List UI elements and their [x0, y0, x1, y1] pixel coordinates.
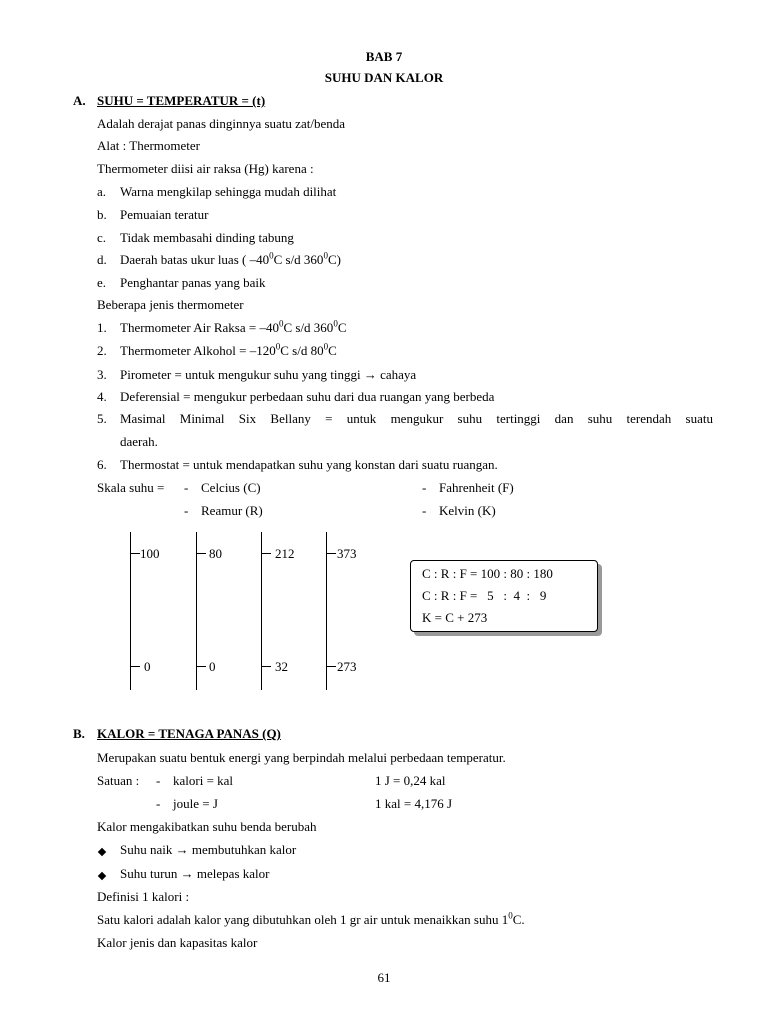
kalor-effect: Kalor mengakibatkan suhu benda berubah	[97, 819, 317, 834]
scale-dash: -	[422, 480, 427, 495]
reason-marker: c.	[97, 230, 107, 245]
type-marker: 6.	[97, 457, 107, 472]
section-b-letter: B.	[73, 726, 85, 741]
units-label: Satuan :	[97, 773, 140, 788]
bullet-text: Suhu naik → membutuhkan kalor	[120, 842, 297, 857]
type-marker: 3.	[97, 367, 107, 382]
scale-dash: -	[184, 480, 189, 495]
diamond-bullet-icon	[99, 842, 105, 860]
type-text-continued: daerah.	[120, 434, 158, 449]
definition-heading: Definisi 1 kalori :	[97, 889, 190, 904]
celcius-top-value: 100	[140, 546, 160, 561]
type-text: Thermometer Alkohol = $-120^0C$ s/d $80^0C$	[120, 341, 337, 358]
celcius-bottom-value: 0	[144, 659, 151, 674]
types-intro: Beberapa jenis thermometer	[97, 297, 244, 312]
scale-fahrenheit: Fahrenheit (F)	[439, 480, 514, 495]
reason-marker: b.	[97, 207, 107, 222]
tick	[261, 553, 271, 554]
reason-marker: a.	[97, 184, 107, 199]
type-marker: 2.	[97, 343, 107, 358]
fahrenheit-bottom-value: 32	[275, 659, 288, 674]
unit-conversion: 1 J = 0,24 kal	[375, 773, 446, 788]
unit-conversion: 1 kal = 4,176 J	[375, 796, 453, 811]
scale-kelvin: Kelvin (K)	[439, 503, 496, 518]
suhu-definition: Adalah derajat panas dinginnya suatu zat/benda	[97, 116, 345, 131]
chapter-title: SUHU DAN KALOR	[324, 70, 444, 85]
kelvin-top-value: 373	[337, 546, 357, 561]
kalor-definition: Merupakan suatu bentuk energi yang berpindah melalui perbedaan temperatur.	[97, 750, 506, 765]
reason-marker: d.	[97, 252, 107, 267]
tick	[196, 553, 206, 554]
type-text: Deferensial = mengukur perbedaan suhu dari dua ruangan yang berbeda	[120, 389, 495, 404]
scale-reamur: Reamur (R)	[201, 503, 263, 518]
unit-dash: -	[156, 796, 161, 811]
type-text: Thermometer Air Raksa = $-40^0C$ s/d $360^0C$	[120, 318, 347, 335]
reason-text: Pemuaian teratur	[120, 207, 209, 222]
reason-intro: Thermometer diisi air raksa (Hg) karena :	[97, 161, 314, 176]
type-marker: 4.	[97, 389, 107, 404]
page-number: 61	[377, 970, 391, 985]
tick	[261, 666, 271, 667]
unit-kalori: kalori = kal	[173, 773, 234, 788]
reamur-top-value: 80	[209, 546, 222, 561]
type-text: Pirometer = untuk mengukur suhu yang tinggi → cahaya	[120, 367, 417, 382]
scale-dash: -	[422, 503, 427, 518]
reason-text: Tidak membasahi dinding tabung	[120, 230, 294, 245]
unit-dash: -	[156, 773, 161, 788]
reason-text: Warna mengkilap sehingga mudah dilihat	[120, 184, 337, 199]
tick	[326, 666, 336, 667]
unit-joule: joule = J	[173, 796, 218, 811]
formula-box	[410, 560, 598, 632]
formula-ratio-simplified: C : R : F = 5 : 4 : 9	[422, 588, 547, 603]
section-a-heading: SUHU = TEMPERATUR = (t)	[97, 93, 266, 108]
scale-celcius: Celcius (C)	[201, 480, 261, 495]
reason-text: Penghantar panas yang baik	[120, 275, 266, 290]
scale-label: Skala suhu =	[97, 480, 165, 495]
kalor-jenis-heading: Kalor jenis dan kapasitas kalor	[97, 935, 258, 950]
type-marker: 1.	[97, 320, 107, 335]
reason-text: Daerah batas ukur luas ( $-40^0C$ s/d $360^0C$)	[120, 250, 341, 267]
reamur-bottom-value: 0	[209, 659, 216, 674]
type-text: Thermostat = untuk mendapatkan suhu yang konstan dari suatu ruangan.	[120, 457, 498, 472]
suhu-tool: Alat : Thermometer	[97, 138, 201, 153]
chapter-number: BAB 7	[365, 49, 403, 64]
kelvin-bottom-value: 273	[337, 659, 357, 674]
type-text: Masimal Minimal Six Bellany = untuk mengukur suhu tertinggi dan suhu terendah suatu	[120, 411, 713, 426]
type-marker: 5.	[97, 411, 107, 426]
fahrenheit-top-value: 212	[275, 546, 295, 561]
section-a-letter: A.	[73, 93, 86, 108]
formula-ratio-full: C : R : F = 100 : 80 : 180	[422, 566, 553, 581]
tick	[196, 666, 206, 667]
reason-marker: e.	[97, 275, 107, 290]
bullet-text: Suhu turun → melepas kalor	[120, 866, 270, 881]
diamond-bullet-icon	[99, 866, 105, 884]
scale-dash: -	[184, 503, 189, 518]
tick	[130, 666, 140, 667]
tick	[130, 553, 140, 554]
kalori-definition: Satu kalori adalah kalor yang dibutuhkan oleh 1 gr air untuk menaikkan suhu $1^0C$.	[97, 910, 525, 927]
formula-kelvin: K = C + 273	[422, 610, 488, 625]
tick	[326, 553, 336, 554]
section-b-heading: KALOR = TENAGA PANAS (Q)	[97, 726, 281, 741]
